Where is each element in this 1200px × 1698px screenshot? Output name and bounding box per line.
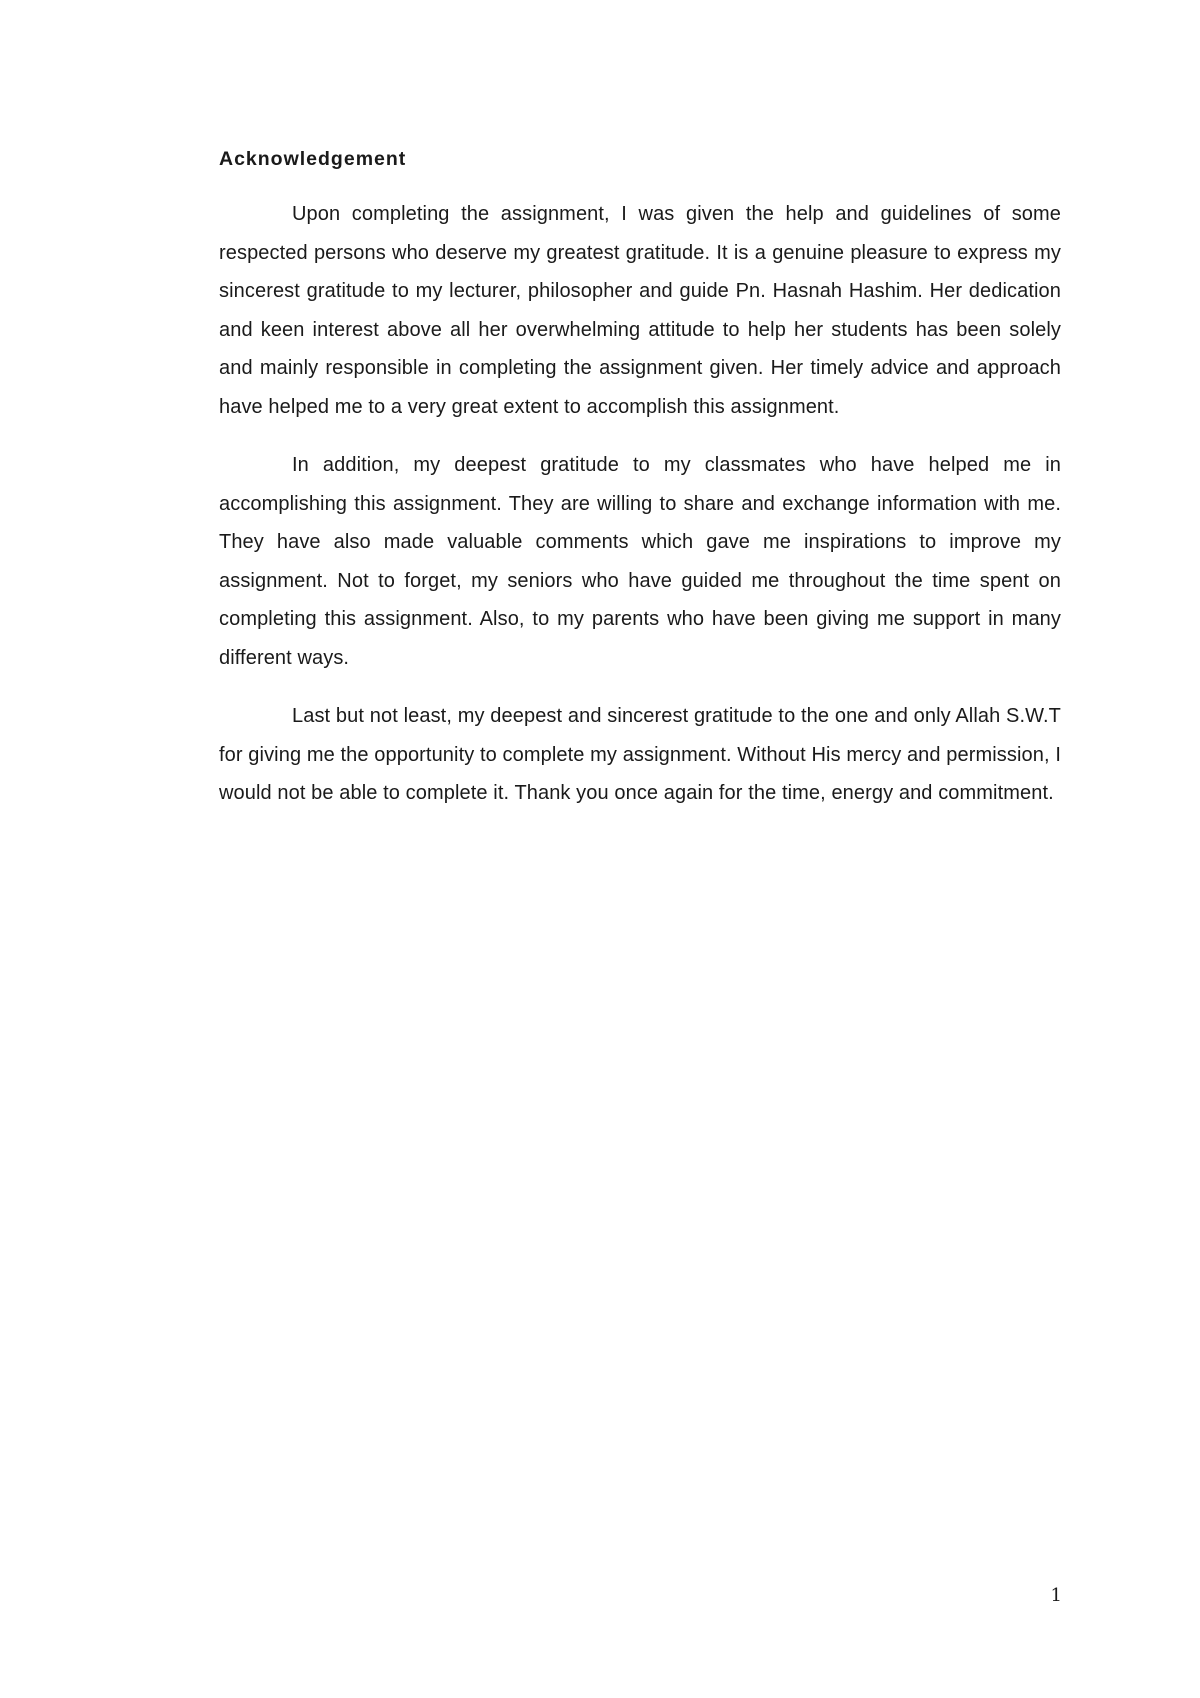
page-title: Acknowledgement bbox=[219, 148, 407, 170]
page-content bbox=[219, 146, 1061, 833]
paragraph-2: In addition, my deepest gratitude to my classmates who have helped me in accomplishing this assignment. They are willing to share and exchange information with me. They have also made valuable comments which gave me inspirations to improve my assignment. Not to forget, my seniors who have guided me throughout the time spent on completing this assignment. Also, to my parents who have been giving me support in many different ways. bbox=[219, 454, 1061, 669]
paragraph-3: Last but not least, my deepest and sincerest gratitude to the one and only Allah S.W.T for giving me the opportunity to complete my assignment. Without His mercy and permission, I would not be able to complete it. Thank you once again for the time, energy and commitment. bbox=[219, 705, 1061, 804]
paragraph-1: Upon completing the assignment, I was given the help and guidelines of some respected persons who deserve my greatest gratitude. It is a genuine pleasure to express my sincerest gratitude to my lecturer, philosopher and guide Pn. Hasnah Hashim. Her dedication and keen interest above all her overwhelming attitude to help her students has been solely and mainly responsible in completing the assignment given. Her timely advice and approach have helped me to a very great extent to accomplish this assignment. bbox=[219, 203, 1061, 418]
page-number: 1 bbox=[1050, 1585, 1062, 1606]
